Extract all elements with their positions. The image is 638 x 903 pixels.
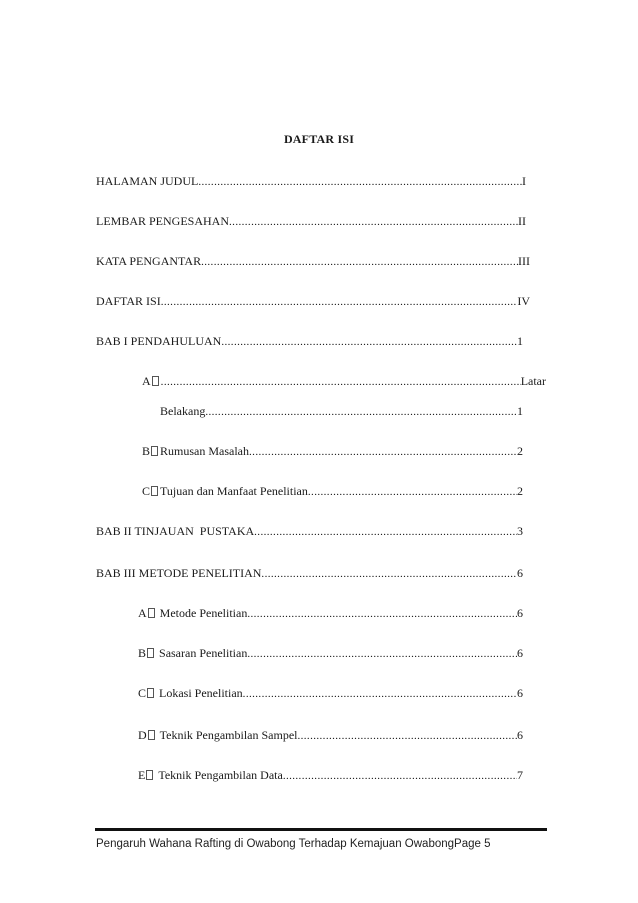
toc-label: DAFTAR ISI	[96, 294, 161, 308]
toc-page-number: Latar	[520, 374, 546, 388]
toc-page-number: IV	[517, 294, 530, 308]
toc-leader-dots	[201, 254, 518, 269]
toc-entry	[160, 404, 523, 419]
toc-entry	[96, 254, 530, 269]
toc-page-number: II	[518, 214, 526, 228]
toc-entry	[138, 686, 523, 701]
page-title: DAFTAR ISI	[283, 132, 355, 146]
toc-entry	[96, 334, 523, 349]
missing-glyph-box	[151, 446, 158, 456]
toc-leader-dots	[205, 404, 517, 419]
missing-glyph-box	[147, 648, 154, 658]
toc-label: HALAMAN JUDUL	[96, 174, 199, 188]
toc-label: E Teknik Pengambilan Data	[138, 768, 283, 782]
toc-entry	[138, 728, 523, 743]
missing-glyph-box	[152, 376, 159, 386]
toc-label: BAB II TINJAUAN PUSTAKA	[96, 524, 255, 538]
toc-leader-dots	[221, 334, 517, 349]
toc-entry	[96, 524, 523, 539]
toc-leader-dots	[198, 174, 522, 189]
toc-entry	[142, 484, 523, 499]
toc-label: A Metode Penelitian	[138, 606, 248, 620]
toc-page-number: I	[522, 174, 526, 188]
toc-entry	[142, 374, 546, 389]
missing-glyph-box	[147, 688, 154, 698]
toc-entry	[96, 214, 526, 229]
toc-page-number: 6	[517, 566, 523, 580]
toc-entry	[138, 606, 523, 621]
toc-leader-dots	[297, 728, 517, 743]
toc-label: BAB I PENDAHULUAN	[96, 334, 222, 348]
toc-leader-dots	[308, 484, 517, 499]
toc-leader-dots	[261, 566, 517, 581]
toc-leader-dots	[229, 214, 518, 229]
toc-entry	[96, 566, 523, 581]
toc-leader-dots	[283, 768, 517, 783]
toc-label: C Lokasi Penelitian	[138, 686, 243, 700]
toc-entry	[96, 174, 526, 189]
toc-label: B Rumusan Masalah	[142, 444, 250, 458]
footer-rule	[95, 828, 547, 831]
missing-glyph-box	[151, 486, 158, 496]
toc-page-number: 6	[517, 606, 523, 620]
toc-leader-dots	[254, 524, 517, 539]
toc-page-number: 6	[517, 646, 523, 660]
toc-label: LEMBAR PENGESAHAN	[96, 214, 230, 228]
toc-page-number: 3	[517, 524, 523, 538]
toc-label: A	[142, 374, 161, 388]
toc-page-number: 7	[517, 768, 523, 782]
toc-label: C Tujuan dan Manfaat Penelitian	[142, 484, 308, 498]
toc-entry	[138, 646, 523, 661]
toc-page-number: 6	[517, 728, 523, 742]
toc-entry	[138, 768, 523, 783]
toc-leader-dots	[247, 646, 517, 661]
toc-page-number: 2	[517, 484, 523, 498]
toc-label: Belakang	[160, 404, 206, 418]
toc-leader-dots	[161, 374, 521, 389]
toc-label: B Sasaran Penelitian	[138, 646, 248, 660]
missing-glyph-box	[148, 730, 155, 740]
toc-page-number: 6	[517, 686, 523, 700]
toc-leader-dots	[243, 686, 517, 701]
toc-label: KATA PENGANTAR	[96, 254, 202, 268]
page-footer: Pengaruh Wahana Rafting di Owabong Terhadap Kemajuan OwabongPage 5	[96, 838, 491, 850]
toc-label: D Teknik Pengambilan Sampel	[138, 728, 298, 742]
toc-page-number: III	[518, 254, 530, 268]
toc-leader-dots	[249, 444, 517, 459]
toc-leader-dots	[161, 294, 518, 309]
toc-page-number: 1	[517, 404, 523, 418]
toc-entry	[142, 444, 523, 459]
toc-page-number: 2	[517, 444, 523, 458]
toc-leader-dots	[247, 606, 517, 621]
toc-page-number: 1	[517, 334, 523, 348]
missing-glyph-box	[148, 608, 155, 618]
toc-entry	[96, 294, 530, 309]
missing-glyph-box	[146, 770, 153, 780]
toc-label: BAB III METODE PENELITIAN	[96, 566, 262, 580]
